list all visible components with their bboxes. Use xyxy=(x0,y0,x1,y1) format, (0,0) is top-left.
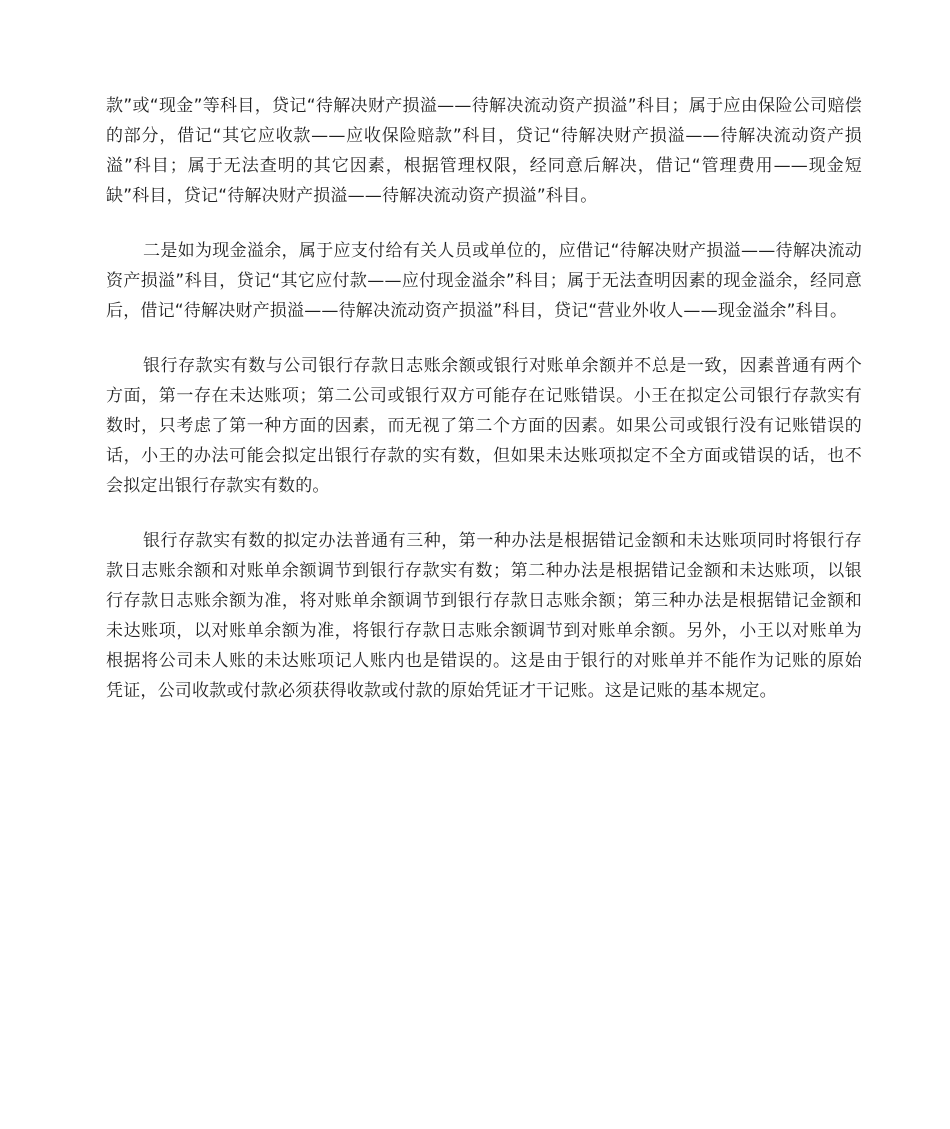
paragraph-bank-reconciliation-methods: 银行存款实有数的拟定办法普通有三种，第一种办法是根据错记金额和未达账项同时将银行存款日志账余额和对账单余额调节到银行存款实有数；第二种办法是根据错记金额和未达账项，以银行存款日志账余额为准，将对账单余额调节到银行存款日志账余额；第三种办法是根据错记金额和未达账项，以对账单余额为准，将银行存款日志账余额调节到对账单余额。另外，小王以对账单为根据将公司未人账的未达账项记人账内也是错误的。这是由于银行的对账单并不能作为记账的原始凭证，公司收款或付款必须获得收款或付款的原始凭证才干记账。这是记账的基本规定。 xyxy=(106,531,862,701)
paragraph-cash-overage: 二是如为现金溢余，属于应支付给有关人员或单位的，应借记“待解决财产损溢——待解决流动资产损溢”科目，贷记“其它应付款——应付现金溢余”科目；属于无法查明因素的现金溢余，经同意后，借记“待解决财产损溢——待解决流动资产损溢”科目，贷记“营业外收人——现金溢余”科目。 xyxy=(106,241,862,321)
paragraph-bank-balance-discrepancy: 银行存款实有数与公司银行存款日志账余额或银行对账单余额并不总是一致，因素普通有两个方面，第一存在未达账项；第二公司或银行双方可能存在记账错误。小王在拟定公司银行存款实有数时，只考虑了第一种方面的因素，而无视了第二个方面的因素。如果公司或银行没有记账错误的话，小王的办法可能会拟定出银行存款的实有数，但如果未达账项拟定不全方面或错误的话，也不会拟定出银行存款实有数的。 xyxy=(106,356,862,496)
paragraph-cash-shortage-continued: 款”或“现金”等科目，贷记“待解决财产损溢——待解决流动资产损溢”科目；属于应由保险公司赔偿的部分，借记“其它应收款——应收保险赔款”科目，贷记“待解决财产损溢——待解决流动资产损溢”科目；属于无法查明的其它因素，根据管理权限，经同意后解决，借记“管理费用——现金短缺”科目，贷记“待解决财产损溢——待解决流动资产损溢”科目。 xyxy=(106,96,862,206)
document-body xyxy=(106,91,862,731)
